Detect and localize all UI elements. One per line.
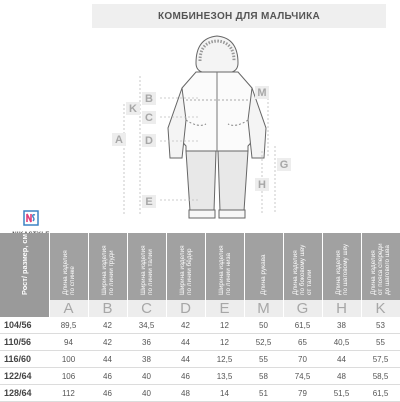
column-letter: G xyxy=(283,300,322,317)
column-description: Длина рукава xyxy=(260,254,267,295)
value-cell: 42 xyxy=(88,317,127,334)
value-cell: 46 xyxy=(166,368,205,385)
value-cell: 79 xyxy=(283,385,322,402)
size-cell: 122/64 xyxy=(0,368,49,385)
size-table xyxy=(0,233,400,402)
value-cell: 61,5 xyxy=(361,385,400,402)
column-letter: C xyxy=(127,300,166,317)
label-B: B xyxy=(145,93,153,105)
value-cell: 38 xyxy=(322,317,361,334)
value-cell: 12 xyxy=(205,317,244,334)
value-cell: 61,5 xyxy=(283,317,322,334)
value-cell: 55 xyxy=(361,334,400,351)
right-cuff xyxy=(219,210,245,218)
column-letter xyxy=(0,300,49,317)
column-header xyxy=(283,233,322,300)
value-cell: 58,5 xyxy=(361,368,400,385)
label-A: A xyxy=(115,134,123,146)
value-cell: 50 xyxy=(244,317,283,334)
column-description: Длина изделия по шаговому шву xyxy=(334,243,349,295)
column-description: Длина изделия от пояса спереди до шагового шва xyxy=(370,243,391,295)
table-row xyxy=(0,368,400,385)
value-cell: 40 xyxy=(127,368,166,385)
value-cell: 52,5 xyxy=(244,334,283,351)
column-description: Длина изделия по спинке xyxy=(61,250,76,295)
value-cell: 44 xyxy=(88,351,127,368)
value-cell: 106 xyxy=(49,368,88,385)
column-letter: M xyxy=(244,300,283,317)
value-cell: 38 xyxy=(127,351,166,368)
value-cell: 42 xyxy=(166,317,205,334)
hood-shape xyxy=(196,36,238,72)
size-cell: 116/60 xyxy=(0,351,49,368)
column-description: Ширина изделия по линии низа xyxy=(217,245,232,295)
label-K: K xyxy=(129,103,137,115)
value-cell: 100 xyxy=(49,351,88,368)
table-row xyxy=(0,351,400,368)
value-cell: 112 xyxy=(49,385,88,402)
value-cell: 70 xyxy=(283,351,322,368)
column-description: Ширина изделия по линии груди xyxy=(100,245,115,295)
column-header xyxy=(127,233,166,300)
jumpsuit-drawing xyxy=(168,36,266,218)
column-letter: D xyxy=(166,300,205,317)
column-header xyxy=(244,233,283,300)
column-header xyxy=(322,233,361,300)
column-description: Ширина изделия по линии бёдер xyxy=(178,245,193,295)
garment-diagram xyxy=(0,28,400,233)
column-header xyxy=(361,233,400,300)
value-cell: 34,5 xyxy=(127,317,166,334)
column-letter: A xyxy=(49,300,88,317)
value-cell: 13,5 xyxy=(205,368,244,385)
label-C: C xyxy=(145,112,153,124)
label-M: M xyxy=(257,87,267,99)
value-cell: 53 xyxy=(361,317,400,334)
column-letter: B xyxy=(88,300,127,317)
label-E: E xyxy=(145,196,153,208)
value-cell: 44 xyxy=(166,351,205,368)
value-cell: 42 xyxy=(88,334,127,351)
table-letter-row xyxy=(0,300,400,317)
table-row xyxy=(0,385,400,402)
column-letter: E xyxy=(205,300,244,317)
column-header xyxy=(88,233,127,300)
page-title: КОМБИНЕЗОН ДЛЯ МАЛЬЧИКА xyxy=(92,4,386,28)
left-leg xyxy=(186,151,216,211)
column-letter: K xyxy=(361,300,400,317)
value-cell: 36 xyxy=(127,334,166,351)
size-cell: 104/56 xyxy=(0,317,49,334)
value-cell: 55 xyxy=(244,351,283,368)
value-cell: 51 xyxy=(244,385,283,402)
value-cell: 46 xyxy=(88,368,127,385)
value-cell: 12 xyxy=(205,334,244,351)
table-header-row xyxy=(0,233,400,300)
column-description: Ширина изделия по линии талии xyxy=(139,245,154,295)
table-row xyxy=(0,334,400,351)
value-cell: 46 xyxy=(88,385,127,402)
value-cell: 12,5 xyxy=(205,351,244,368)
column-description: Длина изделия по боковому шву от талии xyxy=(292,244,313,295)
column-header xyxy=(166,233,205,300)
value-cell: 57,5 xyxy=(361,351,400,368)
value-cell: 14 xyxy=(205,385,244,402)
label-D: D xyxy=(145,135,153,147)
value-cell: 44 xyxy=(166,334,205,351)
label-G: G xyxy=(279,159,289,171)
column-description: Рост/ размер, см xyxy=(19,234,29,295)
value-cell: 51,5 xyxy=(322,385,361,402)
value-cell: 48 xyxy=(322,368,361,385)
value-cell: 40 xyxy=(127,385,166,402)
value-cell: 65 xyxy=(283,334,322,351)
brand-logo-icon xyxy=(23,210,39,226)
right-leg xyxy=(218,151,248,211)
column-letter: H xyxy=(322,300,361,317)
left-sleeve xyxy=(168,88,186,158)
value-cell: 74,5 xyxy=(283,368,322,385)
value-cell: 58 xyxy=(244,368,283,385)
value-cell: 94 xyxy=(49,334,88,351)
size-cell: 110/56 xyxy=(0,334,49,351)
table-row xyxy=(0,317,400,334)
label-H: H xyxy=(258,179,266,191)
value-cell: 40,5 xyxy=(322,334,361,351)
size-cell: 128/64 xyxy=(0,385,49,402)
column-header xyxy=(0,233,49,300)
value-cell: 89,5 xyxy=(49,317,88,334)
column-header xyxy=(49,233,88,300)
value-cell: 48 xyxy=(166,385,205,402)
left-cuff xyxy=(189,210,215,218)
value-cell: 44 xyxy=(322,351,361,368)
column-header xyxy=(205,233,244,300)
